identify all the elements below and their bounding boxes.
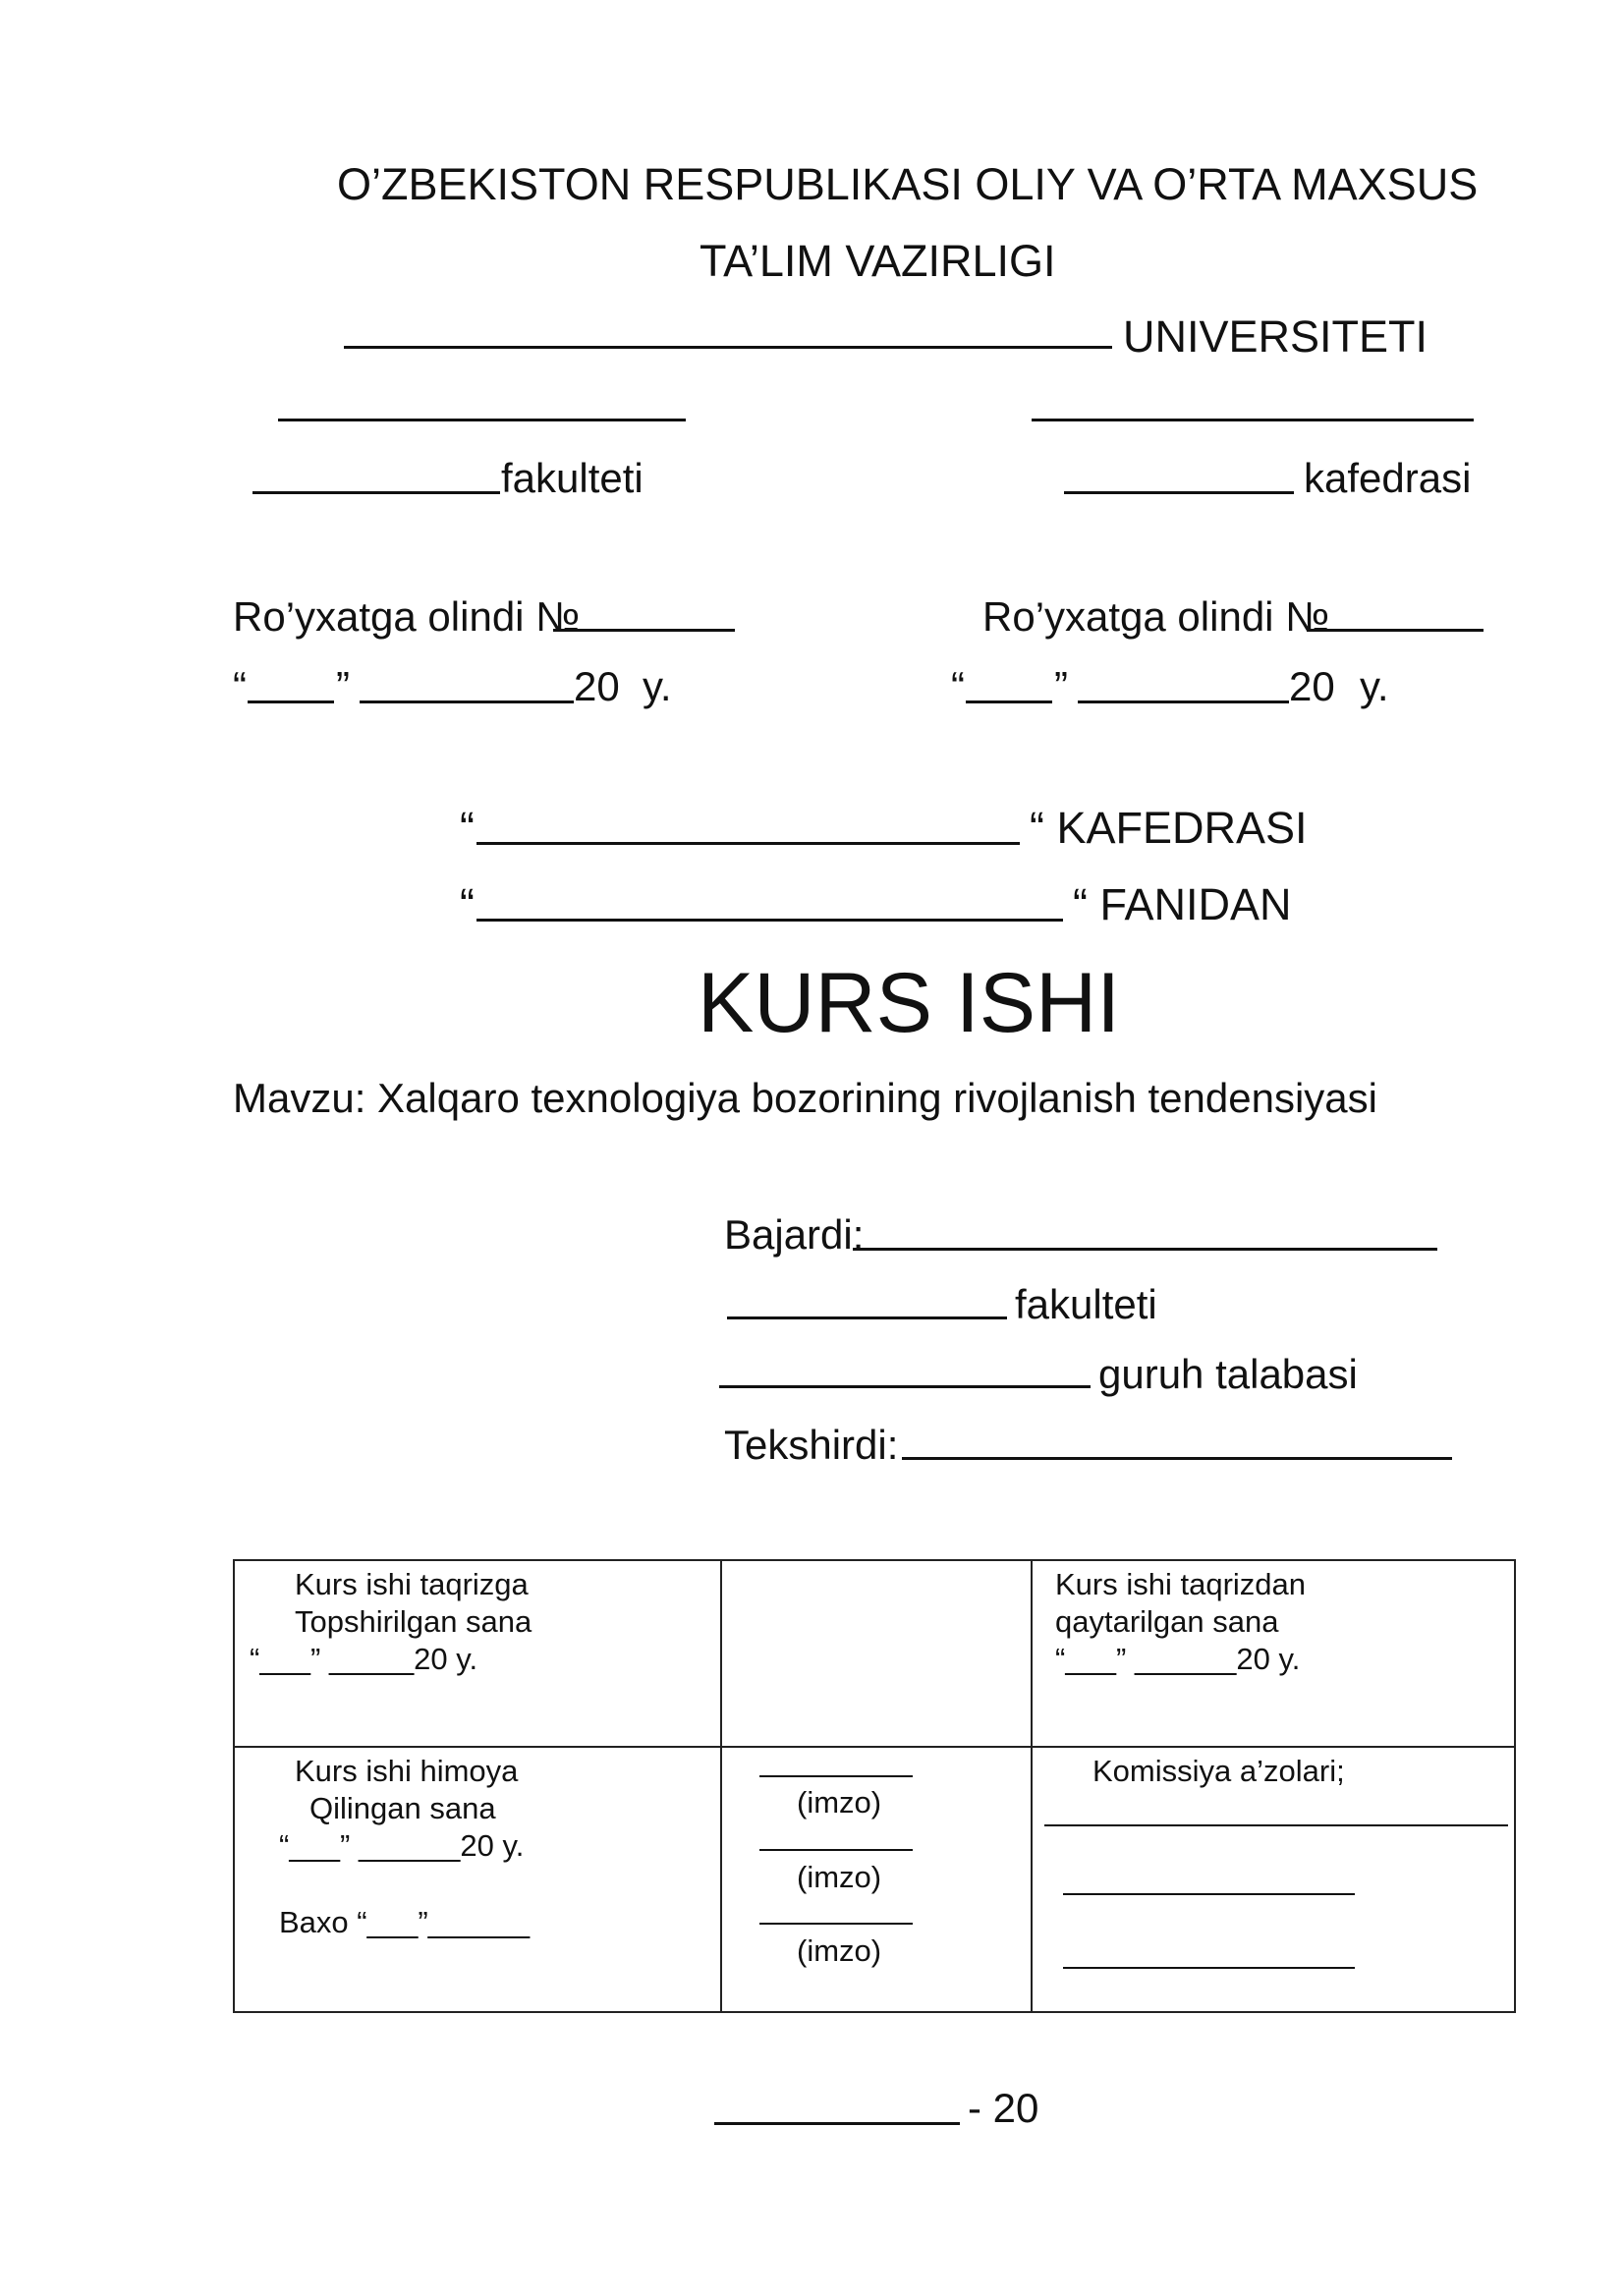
done-by-blank [853, 1248, 1437, 1251]
faculty-label: fakulteti [501, 455, 644, 501]
commission-cell [1032, 1747, 1515, 2012]
ministry-line-1: O’ZBEKISTON RESPUBLIKASI OLIY VA O’RTA MAXSUS [337, 159, 1479, 209]
defense-cell [234, 1747, 721, 2012]
fan-open-quote: “ [460, 879, 475, 929]
commission-label: Komissiya a’zolari; [1092, 1754, 1345, 1788]
commission-member-line [1063, 1967, 1355, 1969]
registration-right-year-suffix: y. [1360, 663, 1389, 709]
registration-right-month-blank [1078, 700, 1289, 703]
checked-by-blank [902, 1457, 1452, 1460]
registration-left-label: Ro’yxatga olindi № [233, 593, 581, 640]
department-name-blank [1064, 491, 1294, 494]
department-name-blank-top [1032, 419, 1474, 421]
table-row [234, 1747, 1515, 2012]
registration-left-date-open-quote: “ [233, 663, 247, 709]
footer-year: - 20 [968, 2085, 1039, 2131]
department-label: kafedrasi [1304, 455, 1472, 501]
fan-label: “ FANIDAN [1073, 879, 1292, 929]
defense-line2: Qilingan sana [309, 1791, 496, 1825]
commission-member-line [1063, 1893, 1355, 1895]
registration-left-month-blank [360, 700, 574, 703]
signature-line [759, 1775, 913, 1777]
author-faculty-label: fakulteti [1015, 1281, 1157, 1327]
table-row [234, 1560, 1515, 1747]
faculty-name-blank-top [278, 419, 686, 421]
review-submitted-line2: Topshirilgan sana [295, 1604, 532, 1639]
city-blank [714, 2122, 960, 2125]
ministry-line-2: TA’LIM VAZIRLIGI [700, 236, 1056, 286]
author-group-blank [719, 1385, 1091, 1388]
signature-label-3: (imzo) [797, 1933, 882, 1968]
fan-name-blank [476, 919, 1063, 922]
kafedra-open-quote: “ [460, 803, 475, 853]
registration-left-date-close-quote: ” [336, 663, 350, 709]
checked-by-label: Tekshirdi: [724, 1422, 899, 1468]
defense-line1: Kurs ishi himoya [295, 1754, 519, 1788]
registration-left-year-suffix: y. [643, 663, 672, 709]
kafedra-label: “ KAFEDRASI [1030, 803, 1308, 853]
registration-right-year: 20 [1289, 663, 1335, 709]
university-name-blank [344, 346, 1112, 349]
review-submitted-line1: Kurs ishi taqrizga [295, 1567, 529, 1601]
review-table [233, 1559, 1516, 2013]
registration-right-day-blank [966, 700, 1052, 703]
registration-left-day-blank [248, 700, 334, 703]
done-by-label: Bajardi: [724, 1211, 865, 1258]
review-returned-cell [1032, 1560, 1515, 1747]
faculty-name-blank [252, 491, 500, 494]
signature-line [759, 1923, 913, 1925]
review-middle-cell [721, 1560, 1032, 1747]
document-title: KURS ISHI [698, 956, 1121, 1050]
registration-left-number-blank [553, 629, 735, 632]
topic-line: Mavzu: Xalqaro texnologiya bozorining rivojlanish tendensiyasi [233, 1075, 1377, 1121]
review-submitted-date: “___” _____20 y. [250, 1642, 478, 1676]
signature-cell [721, 1747, 1032, 2012]
registration-right-label: Ro’yxatga olindi № [982, 593, 1330, 640]
review-returned-date: “___” ______20 y. [1055, 1642, 1301, 1676]
registration-left-year: 20 [574, 663, 620, 709]
commission-member-line [1044, 1824, 1508, 1826]
registration-right-date-close-quote: ” [1054, 663, 1068, 709]
registration-right-date-open-quote: “ [951, 663, 965, 709]
signature-label-2: (imzo) [797, 1860, 882, 1894]
registration-right-number-blank [1307, 629, 1484, 632]
review-submitted-cell [234, 1560, 721, 1747]
defense-date: “___” ______20 y. [279, 1828, 525, 1863]
author-faculty-blank [727, 1316, 1007, 1319]
kafedra-name-blank [476, 842, 1020, 845]
signature-label-1: (imzo) [797, 1785, 882, 1820]
defense-grade: Baxo “___”______ [279, 1905, 531, 1939]
university-label: UNIVERSITETI [1123, 311, 1428, 362]
author-group-label: guruh talabasi [1098, 1351, 1358, 1397]
review-returned-line2: qaytarilgan sana [1055, 1604, 1279, 1639]
signature-line [759, 1849, 913, 1851]
review-returned-line1: Kurs ishi taqrizdan [1055, 1567, 1307, 1601]
